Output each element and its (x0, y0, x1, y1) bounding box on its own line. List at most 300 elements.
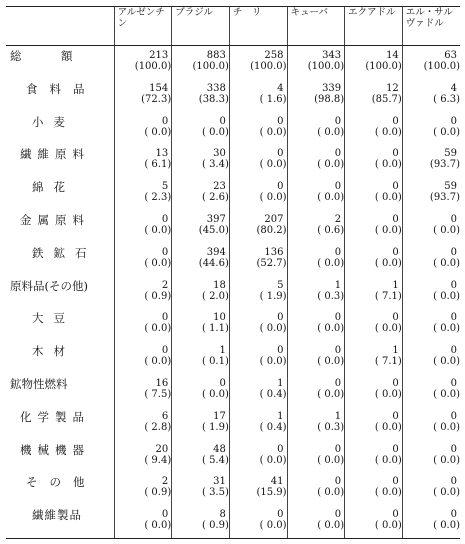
cell-value: 2 (334, 213, 342, 225)
cell-percentage: ( 2.8) (144, 421, 172, 433)
data-cell (172, 440, 230, 473)
cell-percentage: ( 7.1) (374, 290, 402, 302)
cell-value: 0 (392, 246, 399, 258)
cell-value: 13 (155, 148, 169, 160)
cell-value: 14 (386, 50, 399, 61)
cell-value: 0 (277, 509, 284, 521)
data-cell (114, 341, 172, 374)
table-row (6, 276, 460, 309)
table-body (6, 46, 460, 539)
cell-value: 207 (264, 213, 284, 225)
cell-percentage: ( 0.0) (259, 454, 287, 466)
cell-percentage: ( 0.0) (433, 388, 460, 400)
column-header: キューバ (287, 7, 345, 46)
cell-value: 0 (450, 279, 457, 291)
data-cell (114, 112, 172, 145)
cell-value: 0 (392, 443, 399, 455)
data-cell (287, 341, 345, 374)
data-cell (229, 112, 287, 145)
data-cell (229, 79, 287, 112)
cell-percentage: ( 0.0) (144, 323, 172, 335)
cell-value: 0 (334, 476, 342, 488)
cell-value: 258 (264, 50, 284, 61)
cell-percentage: ( 0.0) (433, 323, 460, 335)
cell-percentage: ( 0.0) (374, 487, 402, 499)
data-cell (114, 210, 172, 243)
data-cell (345, 341, 403, 374)
cell-value: 0 (392, 509, 399, 521)
data-cell (402, 112, 460, 145)
cell-percentage: ( 0.0) (433, 421, 460, 433)
data-cell (172, 276, 230, 309)
data-cell (402, 407, 460, 440)
cell-value: 23 (213, 181, 226, 193)
data-cell (229, 177, 287, 210)
row-label: 化学製品 (20, 409, 90, 424)
cell-percentage: ( 0.9) (144, 487, 172, 499)
row-label-cell (6, 112, 114, 145)
table-row (6, 210, 460, 243)
row-label-cell (6, 276, 114, 309)
table-row (6, 144, 460, 177)
table-row (6, 341, 460, 374)
row-label: その他 (26, 475, 97, 490)
cell-percentage: ( 0.0) (374, 257, 402, 269)
data-cell (172, 144, 230, 177)
data-cell (287, 46, 345, 79)
cell-value: 20 (155, 443, 169, 455)
data-cell (287, 276, 345, 309)
row-label-cell (6, 210, 114, 243)
table-row (6, 46, 460, 79)
row-label-cell (6, 79, 114, 112)
cell-value: 0 (334, 148, 342, 160)
table-row (6, 79, 460, 112)
data-cell (287, 472, 345, 505)
cell-value: 0 (277, 345, 284, 357)
cell-percentage: (100.0) (134, 61, 172, 72)
data-cell (402, 46, 460, 79)
cell-value: 2 (161, 476, 169, 488)
cell-percentage: ( 0.0) (201, 388, 229, 400)
cell-value: 5 (277, 279, 284, 291)
cell-percentage: ( 0.0) (259, 192, 287, 204)
cell-percentage: ( 1.6) (259, 93, 287, 105)
data-cell (345, 472, 403, 505)
cell-value: 0 (334, 345, 342, 357)
cell-percentage: ( 1.1) (201, 323, 229, 335)
data-cell (229, 472, 287, 505)
trade-table (6, 6, 460, 539)
column-header: エル・サルヴァドル (402, 7, 460, 46)
cell-percentage: ( 2.0) (201, 290, 229, 302)
cell-percentage: ( 0.0) (259, 323, 287, 335)
data-cell (114, 374, 172, 407)
cell-percentage: ( 0.0) (317, 257, 345, 269)
cell-value: 0 (392, 476, 399, 488)
data-cell (287, 440, 345, 473)
cell-value: 30 (213, 148, 226, 160)
cell-percentage: ( 0.0) (144, 126, 172, 138)
cell-percentage: ( 0.0) (374, 454, 402, 466)
cell-percentage: ( 0.0) (317, 487, 345, 499)
cell-value: 4 (277, 82, 284, 94)
cell-percentage: ( 0.0) (374, 224, 402, 236)
table-row (6, 374, 460, 407)
cell-percentage: (100.0) (250, 61, 287, 72)
data-cell (172, 472, 230, 505)
data-cell (229, 341, 287, 374)
cell-value: 213 (149, 50, 169, 61)
data-cell (345, 79, 403, 112)
cell-percentage: ( 2.6) (201, 192, 229, 204)
data-cell (287, 144, 345, 177)
data-cell (402, 440, 460, 473)
data-cell (229, 210, 287, 243)
cell-value: 0 (392, 115, 399, 127)
cell-value: 1 (277, 377, 284, 389)
row-label: 原料品(その他) (10, 278, 88, 293)
cell-percentage: (72.3) (141, 93, 172, 105)
data-cell (229, 407, 287, 440)
cell-percentage: ( 0.0) (317, 126, 345, 138)
cell-percentage: ( 0.0) (317, 192, 345, 204)
cell-percentage: ( 9.4) (144, 454, 172, 466)
cell-percentage: ( 0.0) (374, 421, 402, 433)
cell-percentage: ( 0.3) (317, 421, 345, 433)
cell-value: 397 (206, 213, 226, 225)
data-cell (345, 144, 403, 177)
table-row (6, 505, 460, 538)
cell-value: 1 (219, 345, 226, 357)
cell-percentage: ( 0.0) (374, 520, 402, 532)
cell-percentage: (100.0) (423, 61, 460, 72)
cell-value: 394 (206, 246, 226, 258)
data-cell (287, 407, 345, 440)
data-cell (172, 505, 230, 538)
data-cell (229, 374, 287, 407)
cell-value: 0 (277, 115, 284, 127)
data-cell (345, 243, 403, 276)
cell-percentage: ( 0.0) (259, 126, 287, 138)
cell-value: 339 (322, 82, 342, 94)
cell-percentage: ( 0.0) (374, 159, 402, 171)
cell-percentage: ( 5.4) (201, 454, 229, 466)
cell-percentage: ( 0.0) (317, 356, 345, 368)
cell-percentage: (93.7) (429, 159, 460, 171)
cell-percentage: ( 7.1) (374, 356, 402, 368)
data-cell (172, 46, 230, 79)
data-cell (114, 46, 172, 79)
column-header: ブラジル (172, 7, 230, 46)
cell-percentage: ( 0.0) (374, 388, 402, 400)
row-label: 繊維製品 (32, 508, 82, 523)
cell-percentage: ( 0.0) (433, 257, 460, 269)
cell-value: 0 (161, 345, 169, 357)
data-cell (287, 308, 345, 341)
row-label: 小麦 (32, 114, 75, 129)
data-cell (345, 440, 403, 473)
cell-value: 0 (334, 181, 342, 193)
data-cell (345, 407, 403, 440)
cell-percentage: (80.2) (256, 224, 287, 236)
data-cell (345, 177, 403, 210)
row-label: 食料品 (26, 81, 97, 96)
cell-percentage: ( 0.0) (433, 487, 460, 499)
cell-percentage: ( 3.4) (201, 159, 229, 171)
cell-percentage: ( 0.0) (317, 323, 345, 335)
cell-percentage: ( 7.5) (144, 388, 172, 400)
cell-percentage: ( 0.3) (317, 290, 345, 302)
cell-value: 6 (161, 410, 169, 422)
data-cell (114, 243, 172, 276)
table-row (6, 472, 460, 505)
row-label: 機械機器 (20, 442, 90, 457)
cell-percentage: ( 0.0) (201, 126, 229, 138)
data-cell (229, 243, 287, 276)
cell-value: 0 (277, 148, 284, 160)
data-cell (172, 407, 230, 440)
row-label: 金属原料 (20, 212, 90, 227)
cell-percentage: ( 0.1) (201, 356, 229, 368)
table-row (6, 308, 460, 341)
cell-value: 338 (206, 82, 226, 94)
cell-value: 1 (392, 279, 399, 291)
cell-value: 59 (444, 148, 457, 160)
cell-value: 343 (322, 50, 342, 61)
cell-percentage: ( 2.3) (144, 192, 172, 204)
cell-percentage: ( 0.0) (433, 224, 460, 236)
cell-value: 0 (334, 377, 342, 389)
cell-percentage: ( 0.0) (259, 356, 287, 368)
cell-value: 0 (392, 377, 399, 389)
cell-value: 0 (450, 246, 457, 258)
cell-value: 136 (264, 246, 284, 258)
row-label-cell (6, 505, 114, 538)
data-cell (345, 505, 403, 538)
cell-percentage: ( 0.9) (201, 520, 229, 532)
cell-value: 1 (334, 410, 342, 422)
cell-percentage: ( 0.0) (317, 159, 345, 171)
column-header: アルゼンチン (114, 7, 172, 46)
data-cell (172, 243, 230, 276)
cell-percentage: (38.3) (198, 93, 229, 105)
cell-percentage: ( 3.5) (201, 487, 229, 499)
cell-value: 0 (450, 476, 457, 488)
cell-percentage: (93.7) (429, 192, 460, 204)
data-cell (345, 308, 403, 341)
cell-percentage: ( 0.0) (374, 323, 402, 335)
data-cell (114, 440, 172, 473)
cell-percentage: (52.7) (256, 257, 287, 269)
cell-value: 0 (161, 509, 169, 521)
data-cell (345, 374, 403, 407)
data-cell (402, 79, 460, 112)
header-row (6, 7, 460, 46)
table-row (6, 177, 460, 210)
data-cell (287, 505, 345, 538)
cell-value: 0 (161, 312, 169, 324)
data-cell (229, 440, 287, 473)
data-cell (287, 243, 345, 276)
cell-percentage: ( 0.4) (259, 388, 287, 400)
data-cell (172, 341, 230, 374)
table-row (6, 243, 460, 276)
data-cell (402, 144, 460, 177)
cell-value: 63 (444, 50, 457, 61)
cell-value: 0 (392, 410, 399, 422)
row-label: 木材 (32, 344, 75, 359)
cell-percentage: ( 1.9) (259, 290, 287, 302)
data-cell (114, 276, 172, 309)
row-label-cell (6, 407, 114, 440)
table-row (6, 440, 460, 473)
cell-percentage: ( 0.6) (317, 224, 345, 236)
cell-value: 59 (444, 181, 457, 193)
cell-percentage: ( 0.0) (144, 257, 172, 269)
cell-value: 0 (450, 509, 457, 521)
cell-percentage: (45.0) (198, 224, 229, 236)
cell-value: 0 (334, 115, 342, 127)
cell-percentage: ( 0.0) (433, 356, 460, 368)
cell-value: 12 (386, 82, 399, 94)
data-cell (287, 374, 345, 407)
data-cell (402, 341, 460, 374)
cell-percentage: ( 0.0) (317, 388, 345, 400)
data-cell (345, 210, 403, 243)
table-row (6, 407, 460, 440)
data-cell (345, 46, 403, 79)
cell-value: 0 (392, 312, 399, 324)
cell-value: 0 (450, 377, 457, 389)
cell-percentage: ( 0.0) (144, 224, 172, 236)
row-label-cell (6, 374, 114, 407)
data-cell (287, 177, 345, 210)
cell-percentage: ( 0.0) (433, 454, 460, 466)
cell-percentage: ( 0.0) (374, 126, 402, 138)
cell-value: 0 (334, 443, 342, 455)
cell-percentage: ( 1.9) (201, 421, 229, 433)
cell-value: 10 (213, 312, 226, 324)
cell-percentage: (15.9) (256, 487, 287, 499)
cell-percentage: ( 0.0) (433, 520, 460, 532)
cell-value: 0 (219, 115, 226, 127)
data-cell (287, 79, 345, 112)
row-label: 綿花 (32, 180, 75, 195)
cell-percentage: (98.8) (314, 93, 345, 105)
data-cell (345, 276, 403, 309)
row-label-cell (6, 440, 114, 473)
table-row (6, 112, 460, 145)
data-cell (172, 210, 230, 243)
cell-percentage: ( 0.4) (259, 421, 287, 433)
cell-value: 1 (334, 279, 342, 291)
cell-value: 0 (450, 345, 457, 357)
cell-value: 48 (213, 443, 226, 455)
row-label-cell (6, 341, 114, 374)
cell-percentage: ( 0.0) (259, 159, 287, 171)
data-cell (114, 505, 172, 538)
cell-value: 0 (334, 312, 342, 324)
data-cell (114, 144, 172, 177)
cell-value: 0 (392, 148, 399, 160)
data-cell (402, 505, 460, 538)
row-label-cell (6, 177, 114, 210)
row-label-cell (6, 144, 114, 177)
cell-value: 0 (392, 213, 399, 225)
cell-value: 8 (219, 509, 226, 521)
data-cell (402, 308, 460, 341)
cell-value: 4 (450, 82, 457, 94)
cell-value: 0 (161, 115, 169, 127)
cell-value: 0 (450, 410, 457, 422)
cell-percentage: ( 0.0) (144, 520, 172, 532)
cell-percentage: ( 0.0) (317, 520, 345, 532)
data-cell (402, 472, 460, 505)
data-cell (287, 210, 345, 243)
cell-value: 16 (155, 377, 169, 389)
row-label: 鉄鉱石 (32, 245, 97, 260)
data-cell (345, 112, 403, 145)
data-cell (114, 177, 172, 210)
cell-value: 1 (277, 410, 284, 422)
cell-percentage: ( 0.0) (144, 356, 172, 368)
cell-value: 0 (161, 246, 169, 258)
cell-percentage: (100.0) (365, 61, 402, 72)
data-cell (287, 112, 345, 145)
data-cell (172, 374, 230, 407)
row-label-cell (6, 308, 114, 341)
header-corner (6, 7, 114, 46)
row-label: 鉱物性燃料 (10, 376, 68, 391)
cell-value: 0 (450, 443, 457, 455)
data-cell (172, 177, 230, 210)
cell-percentage: ( 0.0) (317, 454, 345, 466)
cell-percentage: ( 0.0) (433, 290, 460, 302)
cell-percentage: (100.0) (307, 61, 345, 72)
cell-value: 0 (219, 377, 226, 389)
cell-percentage: (85.7) (371, 93, 402, 105)
cell-value: 154 (149, 82, 169, 94)
cell-percentage: ( 6.3) (433, 93, 460, 105)
cell-value: 5 (161, 181, 169, 193)
cell-value: 17 (213, 410, 226, 422)
cell-value: 18 (213, 279, 226, 291)
cell-percentage: ( 6.1) (144, 159, 172, 171)
data-cell (172, 308, 230, 341)
cell-value: 0 (392, 181, 399, 193)
row-label: 大豆 (32, 311, 75, 326)
data-cell (402, 374, 460, 407)
cell-percentage: (100.0) (192, 61, 229, 72)
data-cell (229, 144, 287, 177)
cell-percentage: ( 0.9) (144, 290, 172, 302)
row-label-cell (6, 46, 114, 79)
cell-percentage: ( 0.0) (259, 520, 287, 532)
cell-percentage: ( 0.0) (374, 192, 402, 204)
cell-value: 0 (334, 246, 342, 258)
column-header: エクアドル (345, 7, 403, 46)
row-label: 繊維原料 (20, 147, 90, 162)
column-header: チ リ (229, 7, 287, 46)
data-cell (402, 243, 460, 276)
data-cell (229, 505, 287, 538)
data-cell (229, 308, 287, 341)
cell-value: 41 (270, 476, 284, 488)
data-cell (402, 210, 460, 243)
data-cell (114, 79, 172, 112)
cell-value: 0 (277, 312, 284, 324)
